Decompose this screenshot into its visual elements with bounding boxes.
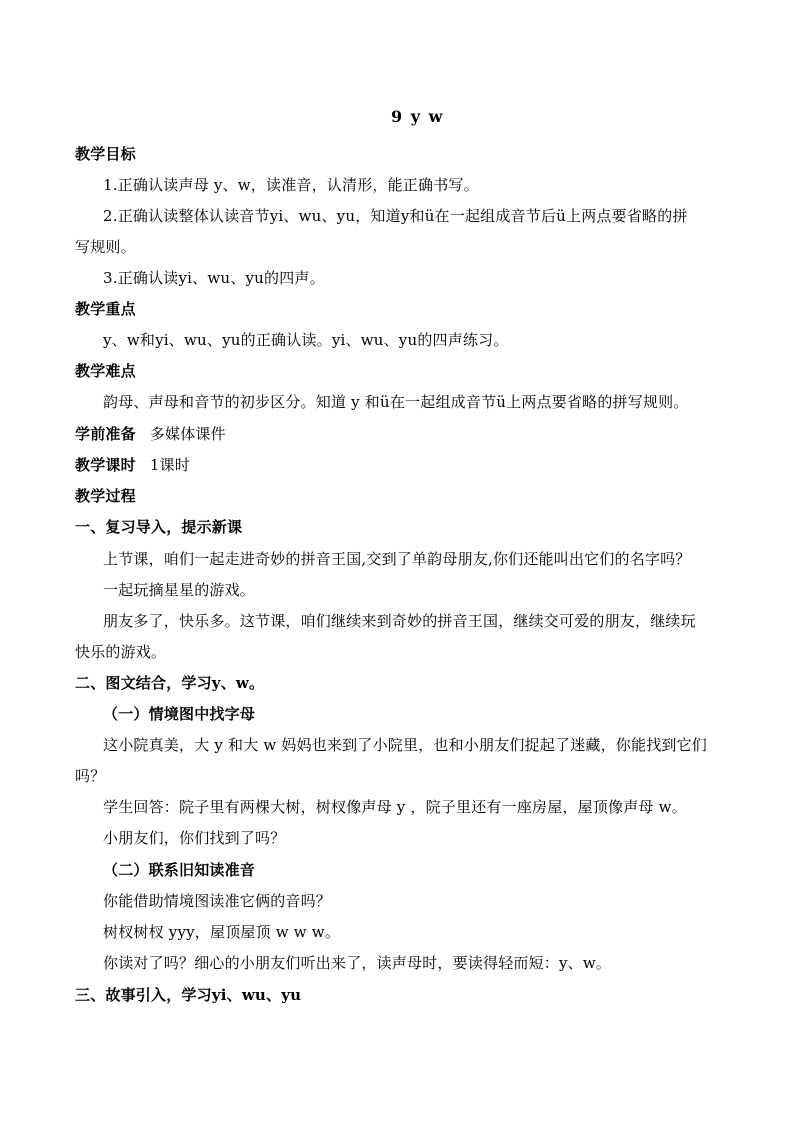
lesson-hours-label: 教学课时 — [75, 456, 136, 474]
heading-key-points: 教学重点 — [75, 300, 136, 318]
section-1-para-3: 朋友多了，快乐多。这节课，咱们继续来到奇妙的拼音王国，继续交可爱的朋友，继续玩 — [103, 612, 696, 630]
section-1-para-1: 上节课，咱们一起走进奇妙的拼音王国,交到了单韵母朋友,你们还能叫出它们的名字吗？ — [103, 550, 691, 568]
subsection-2-2-para-1: 你能借助情境图读准它俩的音吗？ — [103, 892, 332, 910]
difficulties-text: 韵母、声母和音节的初步区分。知道 y 和ü在一起组成音节ü上两点要省略的拼写规则。 — [103, 393, 689, 411]
heading-difficulties: 教学难点 — [75, 362, 136, 380]
subsection-2-1-para-2: 学生回答：院子里有两棵大树，树杈像声母 y ，院子里还有一座房屋，屋顶像声母 w。 — [103, 798, 687, 816]
subsection-2-1-heading: （一）情境图中找字母 — [103, 705, 256, 723]
preparation-label: 学前准备 — [75, 425, 136, 443]
heading-process: 教学过程 — [75, 487, 136, 505]
subsection-2-2-para-3: 你读对了吗？细心的小朋友们听出来了，读声母时，要读得轻而短：y、w。 — [103, 954, 612, 972]
page-title: 9 y w — [391, 107, 444, 126]
subsection-2-1-para-1-cont: 吗？ — [75, 767, 106, 785]
preparation-value: 多媒体课件 — [149, 425, 226, 443]
goal-2: 2.正确认读整体认读音节yi、wu、yu，知道y和ü在一起组成音节后ü上两点要省略的拼 — [103, 207, 688, 225]
section-1-heading: 一、复习导入，提示新课 — [75, 518, 243, 536]
heading-teaching-goals: 教学目标 — [75, 145, 136, 163]
key-points-text: y、w和yi、wu、yu的正确认读。yi、wu、yu的四声练习。 — [103, 331, 509, 349]
section-1-para-2: 一起玩摘星星的游戏。 — [103, 581, 256, 599]
section-2-heading: 二、图文结合，学习y、w。 — [75, 674, 265, 692]
preparation-row — [75, 423, 226, 445]
goal-1: 1.正确认读声母 y、w，读准音，认清形，能正确书写。 — [103, 176, 479, 194]
goal-2-cont: 写规则。 — [75, 238, 136, 256]
subsection-2-1-para-3: 小朋友们，你们找到了吗？ — [103, 829, 286, 847]
lesson-hours-value: 1课时 — [149, 456, 190, 474]
section-1-para-3-cont: 快乐的游戏。 — [75, 643, 167, 661]
goal-3: 3.正确认读yi、wu、yu的四声。 — [103, 269, 325, 287]
section-3-heading: 三、故事引入，学习yi、wu、yu — [75, 986, 302, 1004]
lesson-hours-row — [75, 454, 190, 476]
subsection-2-2-heading: （二）联系旧知读准音 — [103, 861, 256, 879]
subsection-2-2-para-2: 树杈树杈 yyy，屋顶屋顶 w w w。 — [103, 923, 341, 941]
subsection-2-1-para-1: 这小院真美，大 y 和大 w 妈妈也来到了小院里，也和小朋友们捉起了迷藏，你能找到它们 — [103, 736, 707, 754]
